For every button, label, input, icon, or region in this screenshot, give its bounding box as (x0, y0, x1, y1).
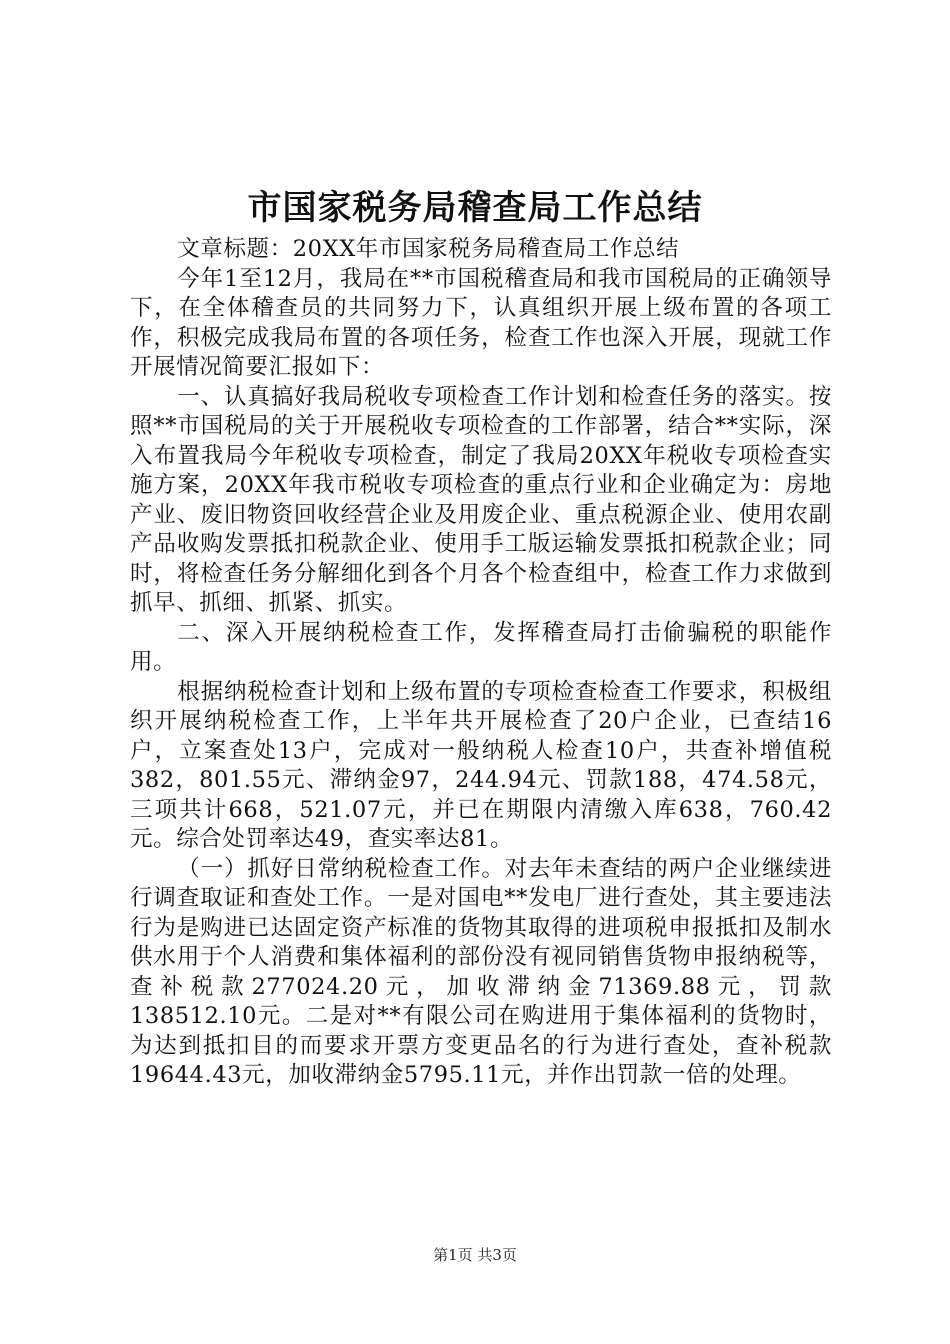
paragraph-subsection-one: （一）抓好日常纳税检查工作。对去年未查结的两户企业继续进行调查取证和查处工作。一是对国电**发电厂进行查处，其主要违法行为是购进已达固定资产标准的货物其取得的进项税申报抵扣及制水供水用于个人消费和集体福利的部份没有视同销售货物申报纳税等，查补税款277024.20元，加收滞纳金71369.88元，罚款138512.10元。二是对**有限公司在购进用于集体福利的货物时，为达到抵扣目的而要求开票方变更品名的行为进行查处，查补税款19644.43元，加收滞纳金5795.11元，并作出罚款一倍的处理。 (130, 855, 832, 1088)
document-title: 市国家税务局稽查局工作总结 (247, 188, 703, 228)
paragraph-section-two-heading: 二、深入开展纳税检查工作，发挥稽查局打击偷骗税的职能作用。 (130, 619, 832, 675)
page-number-footer: 第1页 共3页 (433, 1246, 517, 1264)
paragraph-article-title: 文章标题：20XX年市国家税务局稽查局工作总结 (177, 236, 680, 262)
document-body (130, 235, 832, 1091)
paragraph-section-one: 一、认真搞好我局税收专项检查工作计划和检查任务的落实。按照**市国税局的关于开展税收专项检查的工作部署，结合**实际，深入布置我局今年税收专项检查，制定了我局20XX年税收专项检查实施方案，20XX年我市税收专项检查的重点行业和企业确定为：房地产业、废旧物资回收经营企业及用废企业、重点税源企业、使用农副产品收购发票抵扣税款企业、使用手工版运输发票抵扣税款企业；同时，将检查任务分解细化到各个月各个检查组中，检查工作力求做到抓早、抓细、抓紧、抓实。 (130, 383, 832, 616)
paragraph-intro: 今年1至12月，我局在**市国税稽查局和我市国税局的正确领导下，在全体稽查员的共同努力下，认真组织开展上级布置的各项工作，积极完成我局布置的各项任务，检查工作也深入开展，现就工作开展情况简要汇报如下： (130, 265, 832, 380)
paragraph-inspection-results: 根据纳税检查计划和上级布置的专项检查检查工作要求，积极组织开展纳税检查工作，上半年共开展检查了20户企业，已查结16户，立案查处13户，完成对一般纳税人检查10户，共查补增值税382，801.55元、滞纳金97，244.94元、罚款188，474.58元，三项共计668，521.07元，并已在期限内清缴入库638，760.42元。综合处罚率达49，查实率达81。 (130, 678, 832, 852)
